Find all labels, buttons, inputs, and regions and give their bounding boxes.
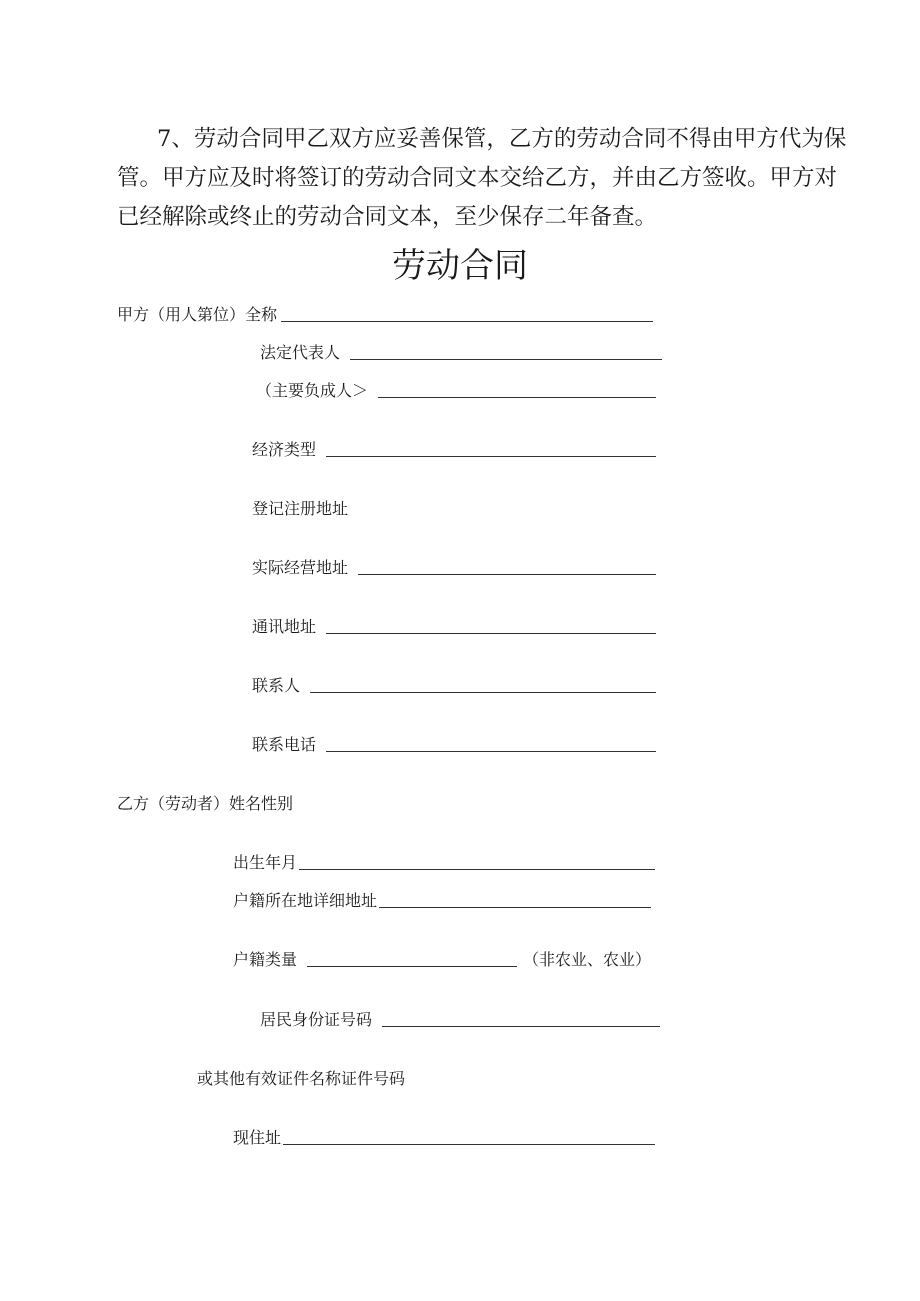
econ-type-field[interactable] (252, 437, 656, 461)
hukou-address-field[interactable] (233, 888, 651, 912)
legal-rep-blank[interactable] (350, 358, 662, 360)
party-b-name-gender-label: 乙方（劳动者）姓名性别 (117, 794, 294, 813)
birth-field[interactable] (233, 850, 655, 874)
reg-address-field (252, 496, 348, 520)
hukou-type-blank[interactable] (307, 965, 517, 967)
id-number-field[interactable] (260, 1007, 660, 1031)
birth-label: 出生年月 (233, 853, 298, 872)
hukou-type-options: （非农业、农业） (523, 950, 652, 969)
actual-address-blank[interactable] (358, 573, 656, 575)
principal-field[interactable] (256, 378, 656, 402)
clause-7-line-1: 7、劳动合同甲乙双方应妥善保管，乙方的劳动合同不得由甲方代为保 (157, 126, 847, 152)
phone-field[interactable] (252, 732, 656, 756)
principal-blank[interactable] (378, 396, 656, 398)
phone-blank[interactable] (326, 750, 656, 752)
contract-title: 劳动合同 (392, 246, 528, 286)
clause-7-paragraph (117, 120, 847, 237)
actual-address-field[interactable] (252, 555, 656, 579)
contact-field[interactable] (252, 673, 656, 697)
id-number-blank[interactable] (382, 1025, 660, 1027)
reg-address-label: 登记注册地址 (252, 499, 349, 518)
econ-type-blank[interactable] (326, 455, 656, 457)
legal-rep-field[interactable] (260, 340, 662, 364)
current-address-blank[interactable] (283, 1143, 655, 1145)
phone-label: 联系电话 (252, 735, 317, 754)
hukou-type-field[interactable] (233, 947, 651, 971)
hukou-address-label: 户籍所在地详细地址 (233, 891, 378, 910)
party-b-name-gender-field (117, 791, 293, 815)
contact-label: 联系人 (252, 676, 301, 695)
current-address-label: 现住址 (233, 1128, 282, 1147)
legal-rep-label: 法定代表人 (260, 343, 341, 362)
party-a-full-name-blank[interactable] (281, 320, 653, 322)
hukou-address-blank[interactable] (379, 906, 651, 908)
other-id-label: 或其他有效证件名称证件号码 (197, 1069, 406, 1088)
current-address-field[interactable] (233, 1125, 655, 1149)
hukou-type-label: 户籍类量 (233, 950, 298, 969)
econ-type-label: 经济类型 (252, 440, 317, 459)
other-id-field (197, 1066, 405, 1090)
mail-address-blank[interactable] (326, 632, 656, 634)
clause-7-line-2: 管。甲方应及时将签订的劳动合同文本交给乙方，并由乙方签收。甲方对 (117, 165, 838, 191)
id-number-label: 居民身份证号码 (260, 1010, 373, 1029)
party-a-full-name-label: 甲方（用人第位）全称 (117, 305, 278, 324)
mail-address-field[interactable] (252, 614, 656, 638)
mail-address-label: 通讯地址 (252, 617, 317, 636)
party-a-full-name-field[interactable] (117, 302, 653, 326)
clause-7-line-3: 已经解除或终止的劳动合同文本，至少保存二年备查。 (117, 204, 658, 230)
principal-label: （主要负成人＞ (256, 381, 369, 400)
actual-address-label: 实际经营地址 (252, 558, 349, 577)
birth-blank[interactable] (299, 868, 655, 870)
contact-blank[interactable] (310, 691, 656, 693)
